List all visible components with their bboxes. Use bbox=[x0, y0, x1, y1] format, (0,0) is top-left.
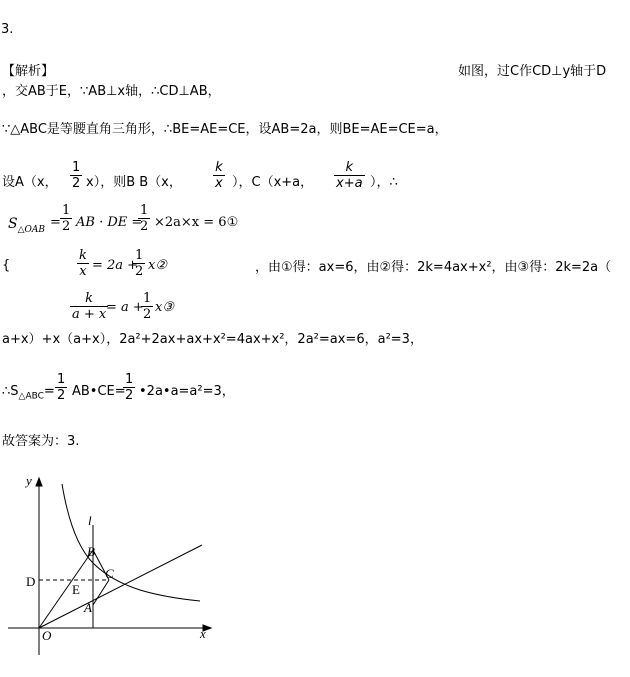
fraction-k-over-x: k x bbox=[215, 160, 223, 191]
line-2: ，交AB于E，∵AB⊥x轴，∴CD⊥AB， bbox=[2, 84, 221, 99]
final-mid: AB•CE= bbox=[72, 384, 126, 399]
l-label: l bbox=[88, 513, 92, 528]
d-label: D bbox=[26, 574, 36, 589]
analysis-tag: 【解析】 bbox=[2, 64, 55, 79]
line-4-post: ），∴ bbox=[370, 175, 398, 190]
segment-ac bbox=[93, 580, 109, 605]
eq2-mid: = 2a + bbox=[92, 258, 139, 273]
fraction-k-over-xa: k x+a bbox=[336, 160, 363, 191]
intro-right: 如图，过C作CD⊥y轴于D bbox=[458, 64, 607, 79]
area-mid: AB · DE = bbox=[76, 215, 143, 230]
eq2-tail: x② bbox=[148, 258, 167, 273]
answer-number: 3. bbox=[1, 22, 14, 37]
derive-line-1: ，由①得：ax=6，由②得：2k=4ax+x²，由③得：2k=2a（ bbox=[255, 260, 612, 275]
y-axis-arrow bbox=[36, 478, 42, 486]
area-tail: ×2a×x = 6① bbox=[154, 215, 239, 230]
c-label: C bbox=[105, 566, 114, 581]
eq2-half: 1 2 bbox=[135, 248, 144, 279]
eq3-mid: = a + bbox=[106, 300, 144, 315]
final-pre: $\therefore S_{\triangle ABC}=$ bbox=[2, 384, 55, 402]
e-label: E bbox=[72, 582, 80, 597]
fraction-half-1: 1 2 bbox=[72, 160, 81, 191]
area-frac-2: 1 2 bbox=[140, 203, 149, 234]
hyperbola-curve bbox=[62, 484, 200, 601]
o-label: O bbox=[42, 628, 52, 643]
line-3: ∵△ABC是等腰直角三角形，∴BE=AE=CE，设AB=2a，则BE=AE=CE=a， bbox=[2, 122, 448, 137]
line-4-mid2: ），C（x+a， bbox=[232, 175, 314, 190]
area-frac-1: 1 2 bbox=[62, 203, 71, 234]
final-post: •2a•a=a²=3， bbox=[139, 384, 235, 399]
line-oa bbox=[39, 550, 93, 628]
line-4-pre: 设A（x， bbox=[2, 175, 58, 190]
line-4-mid1: x），则B B（x， bbox=[86, 175, 182, 190]
final-frac-1: 1 2 bbox=[57, 372, 66, 403]
y-label: y bbox=[26, 473, 32, 488]
area-lhs: $S_{\triangle OAB}$ bbox=[8, 216, 46, 235]
eq3-lhs-frac: k a + x bbox=[72, 291, 107, 322]
b-label: B bbox=[87, 544, 95, 559]
eq2-lhs-frac: k x bbox=[79, 248, 87, 279]
line-ob bbox=[39, 545, 202, 628]
system-brace: { bbox=[2, 258, 11, 273]
conclusion: 故答案为：3. bbox=[2, 434, 80, 449]
eq3-half: 1 2 bbox=[143, 291, 152, 322]
final-frac-2: 1 2 bbox=[125, 372, 134, 403]
area-eq: = bbox=[50, 215, 61, 230]
derive-line-2: a+x）+x（a+x），2a²+2ax+ax+x²=4ax+x²，2a²=ax=6，a²=3， bbox=[2, 332, 423, 347]
eq3-tail: x③ bbox=[155, 300, 174, 315]
a-label: A bbox=[84, 600, 92, 615]
x-label: x bbox=[200, 626, 206, 641]
